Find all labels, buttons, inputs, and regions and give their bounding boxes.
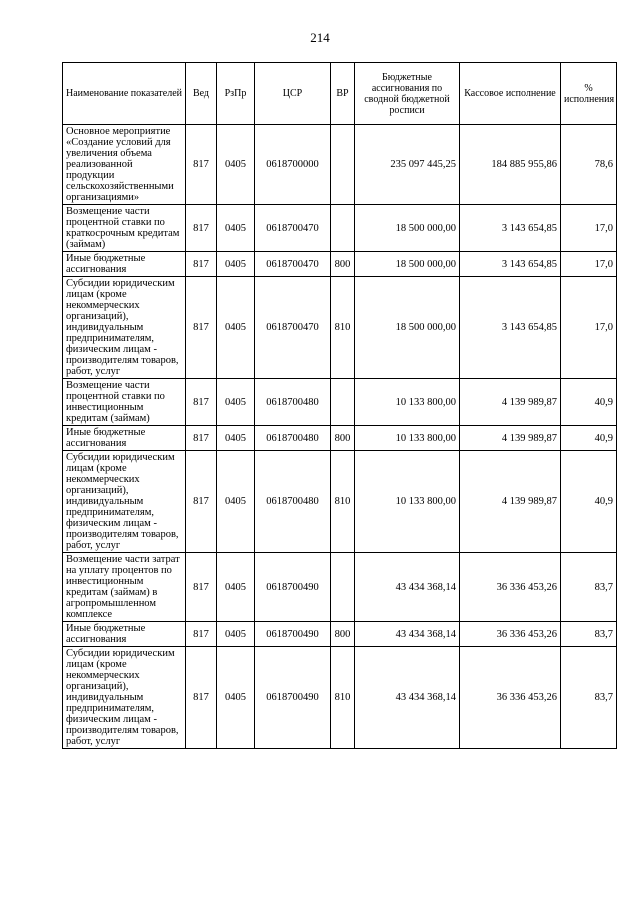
cell-percent: 40,9 xyxy=(561,426,617,451)
cell-assignments: 43 434 368,14 xyxy=(355,622,460,647)
cell-ved: 817 xyxy=(186,553,217,622)
cell-vr: 810 xyxy=(331,451,355,553)
table-body xyxy=(63,125,617,749)
cell-name: Субсидии юридическим лицам (кроме некоммерческих организаций), индивидуальным предпринимателям, физическим лицам - производителям товаров, работ, услуг xyxy=(63,647,186,749)
cell-execution: 4 139 989,87 xyxy=(460,451,561,553)
header-name: Наименование показателей xyxy=(63,63,186,125)
header-percent: % исполнения xyxy=(561,63,617,125)
cell-rzpr: 0405 xyxy=(217,205,255,252)
cell-rzpr: 0405 xyxy=(217,553,255,622)
cell-name: Иные бюджетные ассигнования xyxy=(63,426,186,451)
cell-execution: 36 336 453,26 xyxy=(460,622,561,647)
cell-rzpr: 0405 xyxy=(217,426,255,451)
cell-ved: 817 xyxy=(186,379,217,426)
cell-vr xyxy=(331,553,355,622)
cell-rzpr: 0405 xyxy=(217,622,255,647)
cell-percent: 78,6 xyxy=(561,125,617,205)
cell-vr: 810 xyxy=(331,277,355,379)
cell-rzpr: 0405 xyxy=(217,647,255,749)
cell-rzpr: 0405 xyxy=(217,379,255,426)
cell-csr: 0618700000 xyxy=(255,125,331,205)
cell-rzpr: 0405 xyxy=(217,125,255,205)
cell-execution: 3 143 654,85 xyxy=(460,252,561,277)
cell-name: Возмещение части процентной ставки по краткосрочным кредитам (займам) xyxy=(63,205,186,252)
cell-ved: 817 xyxy=(186,451,217,553)
cell-rzpr: 0405 xyxy=(217,451,255,553)
cell-ved: 817 xyxy=(186,647,217,749)
cell-execution: 36 336 453,26 xyxy=(460,647,561,749)
cell-assignments: 43 434 368,14 xyxy=(355,553,460,622)
table-row xyxy=(63,553,617,622)
cell-execution: 4 139 989,87 xyxy=(460,426,561,451)
header-vr: ВР xyxy=(331,63,355,125)
cell-ved: 817 xyxy=(186,125,217,205)
cell-execution: 3 143 654,85 xyxy=(460,277,561,379)
cell-assignments: 18 500 000,00 xyxy=(355,277,460,379)
cell-percent: 17,0 xyxy=(561,252,617,277)
header-execution: Кассовое исполнение xyxy=(460,63,561,125)
cell-csr: 0618700480 xyxy=(255,451,331,553)
cell-name: Основное мероприятие «Создание условий для увеличения объема реализованной продукции сельскохозяйственными организациями» xyxy=(63,125,186,205)
cell-name: Возмещение части затрат на уплату процентов по инвестиционным кредитам (займам) в агропромышленном комплексе xyxy=(63,553,186,622)
cell-vr: 800 xyxy=(331,622,355,647)
cell-vr xyxy=(331,379,355,426)
table-header-row xyxy=(63,63,617,125)
cell-assignments: 10 133 800,00 xyxy=(355,379,460,426)
cell-assignments: 18 500 000,00 xyxy=(355,205,460,252)
cell-vr: 810 xyxy=(331,647,355,749)
header-assignments: Бюджетные ассигнования по сводной бюджетной росписи xyxy=(355,63,460,125)
cell-percent: 40,9 xyxy=(561,451,617,553)
cell-percent: 83,7 xyxy=(561,647,617,749)
cell-csr: 0618700480 xyxy=(255,379,331,426)
cell-rzpr: 0405 xyxy=(217,252,255,277)
cell-assignments: 43 434 368,14 xyxy=(355,647,460,749)
cell-vr: 800 xyxy=(331,426,355,451)
cell-percent: 40,9 xyxy=(561,379,617,426)
cell-vr: 800 xyxy=(331,252,355,277)
table-row xyxy=(63,379,617,426)
cell-vr xyxy=(331,205,355,252)
cell-csr: 0618700490 xyxy=(255,647,331,749)
cell-vr xyxy=(331,125,355,205)
cell-ved: 817 xyxy=(186,277,217,379)
cell-assignments: 18 500 000,00 xyxy=(355,252,460,277)
header-rzpr: РзПр xyxy=(217,63,255,125)
table-row xyxy=(63,252,617,277)
cell-rzpr: 0405 xyxy=(217,277,255,379)
table-row xyxy=(63,205,617,252)
cell-ved: 817 xyxy=(186,622,217,647)
cell-ved: 817 xyxy=(186,426,217,451)
cell-execution: 184 885 955,86 xyxy=(460,125,561,205)
cell-ved: 817 xyxy=(186,205,217,252)
page-number: 214 xyxy=(310,30,330,45)
header-ved: Вед xyxy=(186,63,217,125)
table-row xyxy=(63,622,617,647)
cell-name: Иные бюджетные ассигнования xyxy=(63,622,186,647)
cell-percent: 17,0 xyxy=(561,205,617,252)
budget-execution-table xyxy=(62,62,617,749)
cell-execution: 4 139 989,87 xyxy=(460,379,561,426)
cell-name: Иные бюджетные ассигнования xyxy=(63,252,186,277)
cell-percent: 17,0 xyxy=(561,277,617,379)
cell-assignments: 10 133 800,00 xyxy=(355,451,460,553)
cell-assignments: 10 133 800,00 xyxy=(355,426,460,451)
table-row xyxy=(63,647,617,749)
table-row xyxy=(63,426,617,451)
cell-csr: 0618700470 xyxy=(255,205,331,252)
cell-assignments: 235 097 445,25 xyxy=(355,125,460,205)
cell-csr: 0618700490 xyxy=(255,622,331,647)
table-row xyxy=(63,277,617,379)
cell-percent: 83,7 xyxy=(561,553,617,622)
cell-csr: 0618700490 xyxy=(255,553,331,622)
cell-percent: 83,7 xyxy=(561,622,617,647)
cell-name: Субсидии юридическим лицам (кроме некоммерческих организаций), индивидуальным предпринимателям, физическим лицам - производителям товаров, работ, услуг xyxy=(63,451,186,553)
cell-ved: 817 xyxy=(186,252,217,277)
cell-name: Возмещение части процентной ставки по инвестиционным кредитам (займам) xyxy=(63,379,186,426)
cell-csr: 0618700470 xyxy=(255,252,331,277)
cell-csr: 0618700480 xyxy=(255,426,331,451)
header-csr: ЦСР xyxy=(255,63,331,125)
cell-csr: 0618700470 xyxy=(255,277,331,379)
cell-execution: 36 336 453,26 xyxy=(460,553,561,622)
cell-name: Субсидии юридическим лицам (кроме некоммерческих организаций), индивидуальным предпринимателям, физическим лицам - производителям товаров, работ, услуг xyxy=(63,277,186,379)
table-row xyxy=(63,451,617,553)
cell-execution: 3 143 654,85 xyxy=(460,205,561,252)
table-row xyxy=(63,125,617,205)
